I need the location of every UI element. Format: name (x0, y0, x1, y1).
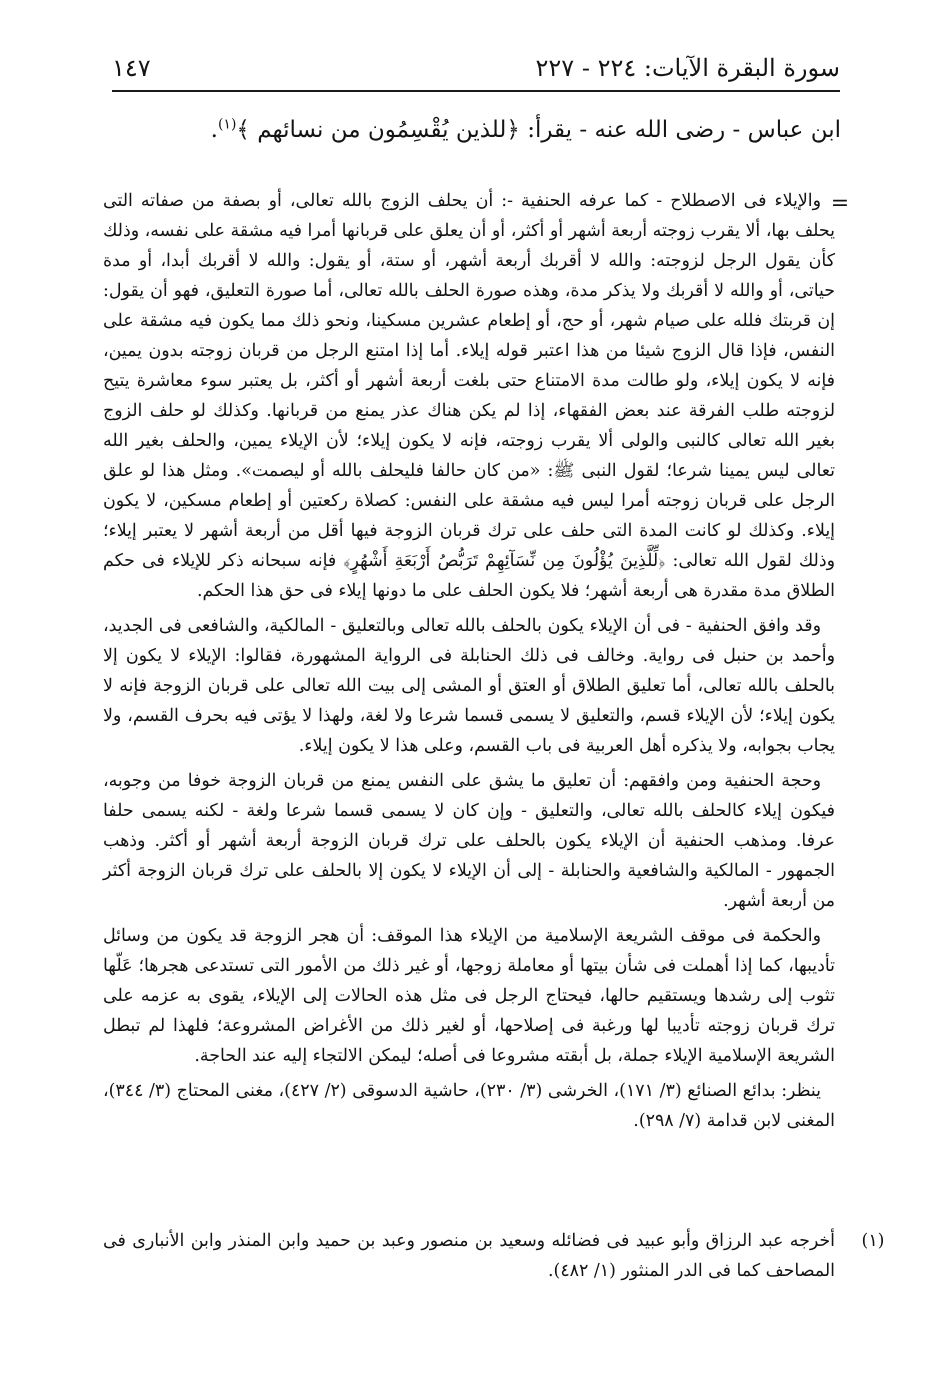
note-paragraph-madhhabs: وقد وافق الحنفية - فى أن الإيلاء يكون بالحلف بالله تعالى وبالتعليق - المالكية، والشافعى فى الجديد، وأحمد بن حنبل فى رواية. وخالف فى ذلك الحنابلة فى الرواية المشهورة، فقالوا: الإيلاء لا يكون إلا بالحلف بالله تعالى، أما تعليق الطلاق أو العتق أو المشى إلى بيت الله تعالى على قربان الزوجة فإنه لا يكون إيلاء؛ لأن الإيلاء قسم، والتعليق لا يسمى قسما شرعا ولا لغة، ولهذا لا يؤتى فيه بحرف القسم، ولا يجاب بجوابه، ولا يذكره أهل العربية فى باب القسم، وعلى هذا لا يكون إيلاء. (103, 616, 836, 756)
page-header (112, 50, 840, 88)
note-paragraph-wisdom: والحكمة فى موقف الشريعة الإسلامية من الإيلاء هذا الموقف: أن هجر الزوجة قد يكون من وسائل تأديبها، كما إذا أهملت فى شأن بيتها أو معاملة زوجها، أو غير ذلك من الأمور التى تستدعى هجرها؛ عَلّها تثوب إلى رشدها ويستقيم حالها، فيحتاج الرجل فى مثل هذه الحالات إلى الإيلاء، يقوى به عزمه على ترك قربان زوجته تأديبا لها ورغبة فى إصلاحها، أو لغير ذلك من الأغراض المشروعة؛ فلهذا لم تبطل الشريعة الإسلامية الإيلاء جملة، بل أبقته مشروعا فى أصله؛ ليمكن الالتجاء إليه عند الحاجة. (103, 926, 835, 1066)
note-references: ينظر: بدائع الصنائع (٣/ ١٧١)، الخرشى (٣/ ٢٣٠)، حاشية الدسوقى (٢/ ٤٢٧)، مغنى المحتاج (٣/ ٣٤٤)، المغنى لابن قدامة (٧/ ٢٩٨). (103, 1081, 835, 1131)
surah-title: سورة البقرة الآيات: ٢٢٤ - ٢٢٧ (535, 54, 840, 82)
footnote-1 (103, 1226, 885, 1286)
continuation-mark: = (830, 191, 850, 216)
main-text-end: . (210, 117, 218, 143)
footnote-1-text: أخرجه عبد الرزاق وأبو عبيد فى فضائله وسعيد بن منصور وعبد بن حميد وابن المنذر وابن الأنبارى فى المصاحف كما فى الدر المنثور (١/ ٤٨٢). (103, 1231, 835, 1281)
footnote-body (103, 186, 835, 1141)
page-number: ١٤٧ (112, 54, 151, 82)
main-text-line (101, 110, 841, 150)
note-paragraph-definition: والإيلاء فى الاصطلاح - كما عرفه الحنفية -: أن يحلف الزوج بالله تعالى، أو بصفة من صفاته التى يحلف بها، ألا يقرب زوجته أربعة أشهر أو أكثر، أو أن يعلق على قربانها أمرا فيه مشقة على نفسه، وذلك كأن يقول الرجل لزوجته: والله لا أقربك أربعة أشهر، أو ستة، أو يقول: والله لا أقربك أبدا، أو مدة حياتى، أو والله لا أقربك ولا يذكر مدة، وهذه صورة الحلف بالله تعالى، أما صورة التعليق، فهو أن يقول: إن قربتك فلله على صيام شهر، أو حج، أو إطعام عشرين مسكينا، ونحو ذلك مما يكون فيه مشقة على النفس، فإذا قال الزوج شيئا من هذا اعتبر قوله إيلاء. أما إذا امتنع الرجل من قربان زوجته بدون يمين، فإنه لا يكون إيلاء، ولو طالت مدة الامتناع حتى بلغت أربعة أشهر أو أكثر، بل يعتبر سوء معاشرة يتيح لزوجته طلب الفرقة عند بعض الفقهاء، إذا لم يكن هناك عذر يمنع من قربانها. وكذلك لو حلف الزوج بغير الله تعالى كالنبى والولى ألا يقرب زوجته، فإنه لا يكون إيلاء؛ لأن الإيلاء يمين، والحلف بغير الله تعالى ليس يمينا شرعا؛ لقول النبى ﷺ: «من كان حالفا فليحلف بالله أو ليصمت». ومثل هذا لو علق الرجل على قربان زوجته أمرا ليس فيه مشقة على النفس: كصلاة ركعتين أو إطعام مسكين، لا يكون إيلاء. وكذلك لو كانت المدة التى حلف على ترك قربان الزوجة فيها أقل من أربعة أشهر لا يعتبر إيلاء؛ وذلك لقول الله تعالى: ﴿لِّلَّذِينَ يُؤْلُونَ مِن نِّسَآئِهِمْ تَرَبُّصُ أَرْبَعَةِ أَشْهُرٍ﴾ فإنه سبحانه ذكر للإيلاء فى حكم الطلاق مدة مقدرة هى أربعة أشهر؛ فلا يكون الحلف على ما دونها إيلاء فى حق هذا الحكم. (103, 191, 835, 601)
footnote-1-number: (١) (861, 1231, 885, 1251)
footnote-marker[interactable]: (١) (217, 116, 237, 133)
note-paragraph-hanafi-argument: وحجة الحنفية ومن وافقهم: أن تعليق ما يشق على النفس يمنع من قربان الزوجة خوفا من وجوبه، فيكون إيلاء كالحلف بالله تعالى، والتعليق - وإن كان لا يسمى قسما شرعا ولغة - لكنه يسمى حلفا عرفا. ومذهب الحنفية أن الإيلاء يكون بالحلف على ترك قربان الزوجة أربعة أشهر أو أكثر. وذهب الجمهور - المالكية والشافعية والحنابلة - إلى أن الإيلاء لا يكون إلا بالحلف على ترك قربان الزوجة أكثر من أربعة أشهر. (103, 771, 835, 911)
header-rule (112, 90, 840, 92)
main-text: ابن عباس - رضى الله عنه - يقرأ: ﴿للذين يُقْسِمُون من نسائهم ﴾ (236, 117, 841, 143)
